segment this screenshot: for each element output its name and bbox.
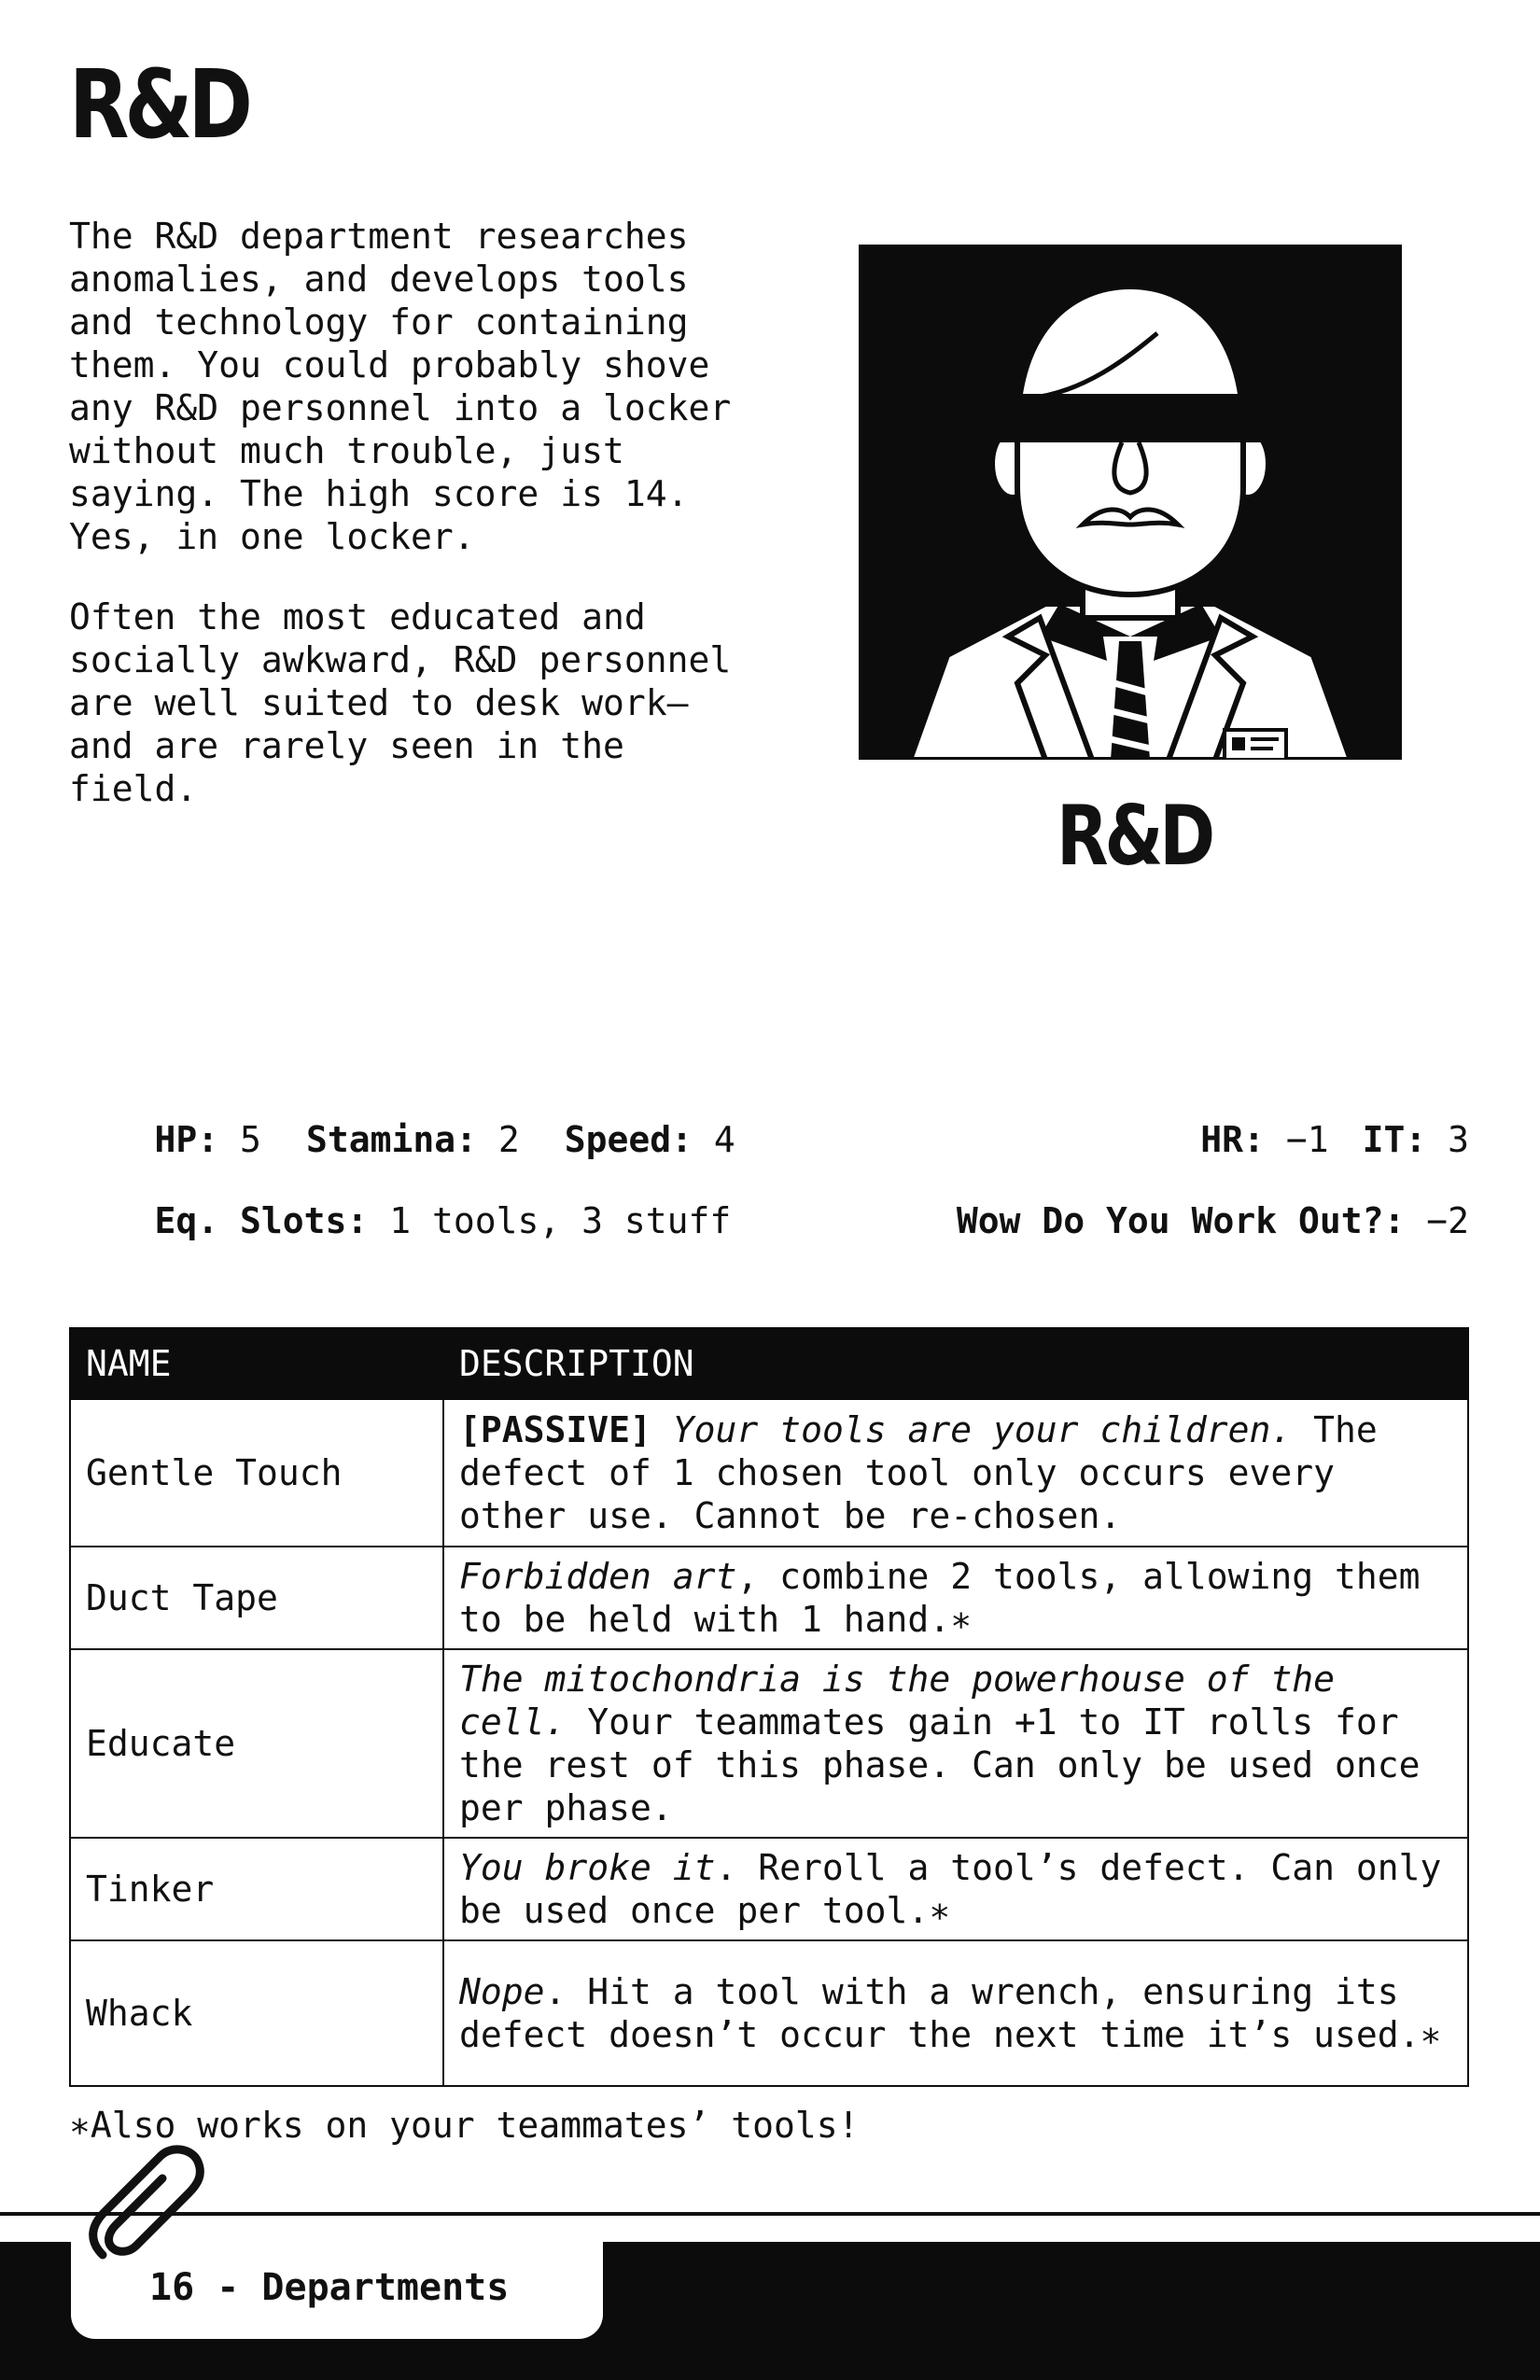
table-row [70, 1838, 1468, 1940]
ability-text: Your teammates gain +1 to IT rolls for the rest of this phase. Can only be used once per phase. [459, 1701, 1421, 1828]
intro-text [69, 215, 760, 847]
stat-it-label: IT: [1362, 1119, 1427, 1160]
ability-tag: [PASSIVE] [459, 1409, 651, 1450]
ability-flavor: The mitochondria is the powerhouse of the cell. [459, 1659, 1335, 1743]
table-row [70, 1399, 1468, 1547]
ability-text: , combine 2 tools, allowing them to be held with 1 hand.∗ [459, 1556, 1421, 1640]
column-header-name: NAME [70, 1328, 443, 1399]
ability-name: Whack [70, 1940, 443, 2086]
page-title: R&D [69, 49, 249, 161]
table-row [70, 1940, 1468, 2086]
stat-workout-label: Wow Do You Work Out?: [956, 1200, 1406, 1241]
ability-description [443, 1649, 1468, 1838]
intro-paragraph-2: Often the most educated and socially awkward, R&D personnel are well suited to desk work— and are rarely seen in the field. [69, 596, 732, 809]
stat-eq-slots [155, 1197, 732, 1244]
stat-workout-value: −2 [1426, 1200, 1469, 1241]
stat-hp-value: 5 [240, 1119, 261, 1160]
stat-stamina-label: Stamina: [305, 1119, 477, 1160]
ability-text: . Hit a tool with a wrench, ensuring its defect doesn’t occur the next time it’s used.∗ [459, 1971, 1442, 2055]
stat-speed-label: Speed: [564, 1119, 693, 1160]
portrait-caption: R&D [1057, 788, 1212, 884]
stats-row-primary [69, 1070, 1469, 1160]
ability-flavor: Nope [459, 1971, 545, 2012]
column-header-description: DESCRIPTION [443, 1328, 1468, 1399]
table-header-row [70, 1328, 1468, 1399]
ability-flavor: Forbidden art [459, 1556, 737, 1597]
footer-divider [0, 2212, 1540, 2216]
stat-it-value: 3 [1448, 1119, 1469, 1160]
ability-name: Duct Tape [70, 1547, 443, 1649]
table-row [70, 1547, 1468, 1649]
stat-eq-slots-label: Eq. Slots: [154, 1200, 369, 1241]
stat-hp-label: HP: [154, 1119, 219, 1160]
ability-name: Educate [70, 1649, 443, 1838]
abilities-table [69, 1327, 1469, 2087]
stat-stamina-value: 2 [497, 1119, 520, 1160]
ability-text: The defect of 1 chosen tool only occurs every other use. Cannot be re-chosen. [459, 1409, 1378, 1536]
ability-description [443, 1399, 1468, 1547]
stat-eq-slots-value: 1 tools, 3 stuff [389, 1200, 732, 1241]
stats-row-secondary [69, 1151, 1469, 1241]
ability-description [443, 1547, 1468, 1649]
stat-workout [957, 1197, 1469, 1244]
researcher-portrait-icon [859, 245, 1402, 760]
ability-description [443, 1940, 1468, 2086]
ability-description [443, 1838, 1468, 1940]
intro-paragraph-1: The R&D department researches anomalies, and develops tools and technology for containing them. You could probably shove any R&D personnel into a locker without much trouble, just saying. The high score is 14. Yes, in one locker. [69, 216, 732, 557]
table-row [70, 1649, 1468, 1838]
ability-flavor: Your tools are your children. [672, 1409, 1293, 1450]
stat-speed-value: 4 [713, 1119, 735, 1160]
paperclip-icon [82, 2145, 213, 2275]
ability-text: . Reroll a tool’s defect. Can only be used once per tool.∗ [459, 1847, 1442, 1931]
ability-name: Gentle Touch [70, 1399, 443, 1547]
footnote: ∗Also works on your teammates’ tools! [69, 2105, 860, 2146]
ability-flavor: You broke it [459, 1847, 716, 1888]
stat-hr-label: HR: [1200, 1119, 1265, 1160]
page-number-label: 16 - Departments [149, 2266, 510, 2309]
ability-name: Tinker [70, 1838, 443, 1940]
stat-hr-value: −1 [1285, 1119, 1329, 1160]
